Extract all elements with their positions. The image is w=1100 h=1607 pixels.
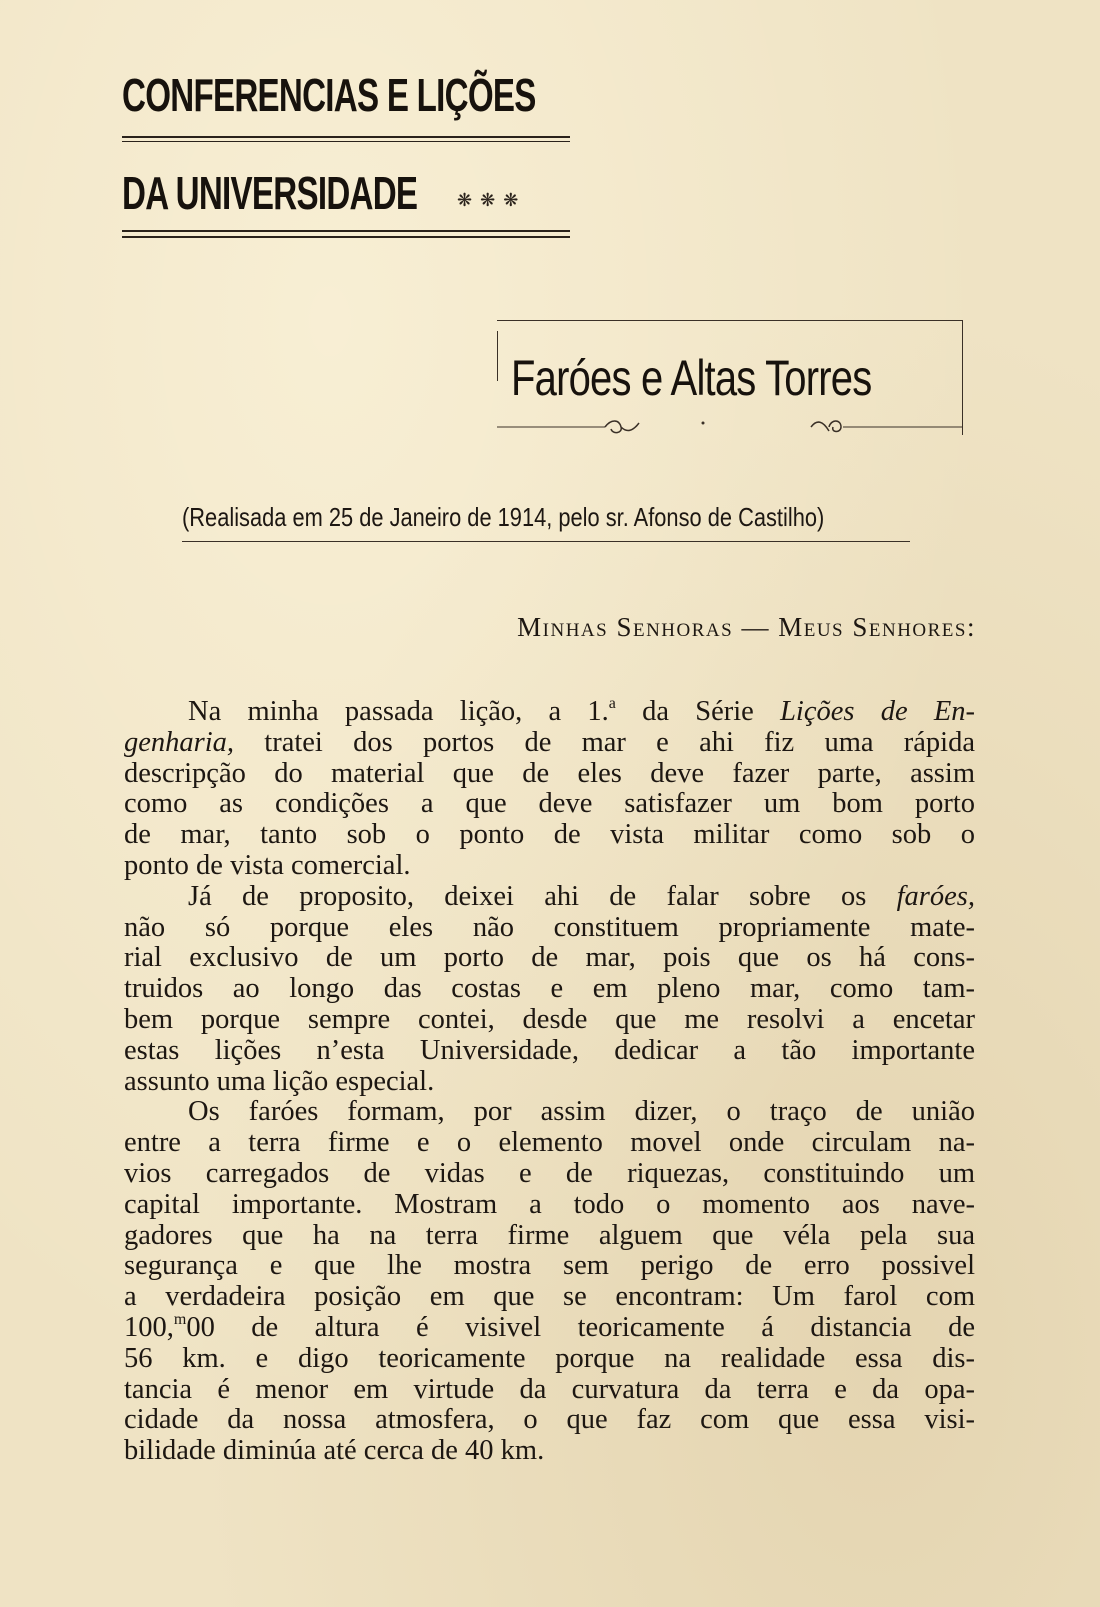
paragraph-1-line: de mar, tanto sob o ponto de vista militar como sob o (124, 819, 975, 851)
paragraph-3-line: vios carregados de vidas e de riquezas, constituindo um (124, 1157, 975, 1189)
paragraph-3-line: segurança e que lhe mostra sem perigo de erro possivel (124, 1250, 975, 1282)
paragraph-2-line: rial exclusivo de um porto de mar, pois que os há cons- (124, 942, 975, 974)
paragraph-2-line: assunto uma lição especial. (124, 1065, 435, 1097)
ornament-icon: ❋ (503, 190, 519, 211)
flourish-icon (497, 417, 962, 437)
paragraph-3-line: bilidade diminúa até cerca de 40 km. (124, 1435, 545, 1467)
paragraph-3-line: 100,$^m$00 de altura é visivel teoricamente á distancia de (124, 1310, 975, 1343)
paragraph-3-line: Os faróes formam, por assim dizer, o traço de união (188, 1096, 975, 1128)
paragraph-1-line: genharia, tratei dos portos de mar e ahi fiz uma rápida (124, 726, 975, 758)
paragraph-2-line: truidos ao longo das costas e em pleno mar, como tam- (124, 973, 975, 1005)
masthead-title-line1: CONFERENCIAS E LIÇÕES (122, 69, 536, 121)
paragraph-1-line: Na minha passada lição, a 1.$^a$ da Série Lições de En- (188, 695, 975, 727)
paragraph-3-line: 56 km. e digo teoricamente porque na realidade essa dis- (124, 1342, 975, 1374)
paragraph-1-line: descripção do material que de eles deve fazer parte, assim (124, 757, 975, 789)
masthead-divider (122, 136, 570, 142)
paragraph-3-line: a verdadeira posição em que se encontram: Um farol com (124, 1281, 975, 1313)
salutation: Minhas Senhoras — Meus Senhores: (517, 612, 976, 642)
masthead-bottom-rule (122, 230, 570, 238)
title-box-tick (497, 331, 498, 381)
paragraph-3-line: gadores que ha na terra firme alguem que véla pela sua (124, 1219, 975, 1251)
paragraph-2-line: bem porque sempre contei, desde que me resolvi a encetar (124, 1003, 975, 1035)
paragraph-2-line: não só porque eles não constituem propriamente mate- (124, 911, 975, 943)
subtitle-rule (182, 541, 910, 542)
paragraph-3-line: tancia é menor em virtude da curvatura da terra e da opa- (124, 1373, 975, 1405)
paragraph-1-line: como as condições a que deve satisfazer um bom porto (124, 788, 975, 820)
paragraph-2-line: Já de proposito, deixei ahi de falar sobre os faróes, (188, 880, 975, 912)
paragraph-3-line: capital importante. Mostram a todo o momento aos nave- (124, 1188, 975, 1220)
body-text (124, 697, 975, 1467)
ornament-icon: ❋ (480, 190, 496, 211)
ornament-group (457, 192, 518, 210)
ornament-icon: ❋ (457, 190, 473, 211)
lecture-subtitle: (Realisada em 25 de Janeiro de 1914, pelo sr. Afonso de Castilho) (182, 502, 825, 532)
masthead-title-line2: DA UNIVERSIDADE (122, 167, 418, 219)
paragraph-2-line: estas lições n’esta Universidade, dedicar a tão importante (124, 1034, 975, 1066)
paragraph-1-line: ponto de vista comercial. (124, 849, 411, 881)
paragraph-3-line: cidade da nossa atmosfera, o que faz com que essa visi- (124, 1404, 975, 1436)
paragraph-3-line: entre a terra firme e o elemento movel onde circulam na- (124, 1127, 975, 1159)
masthead (122, 69, 570, 238)
masthead-row2 (122, 167, 570, 219)
title-box (497, 320, 963, 435)
article-title: Faróes e Altas Torres (511, 350, 872, 406)
